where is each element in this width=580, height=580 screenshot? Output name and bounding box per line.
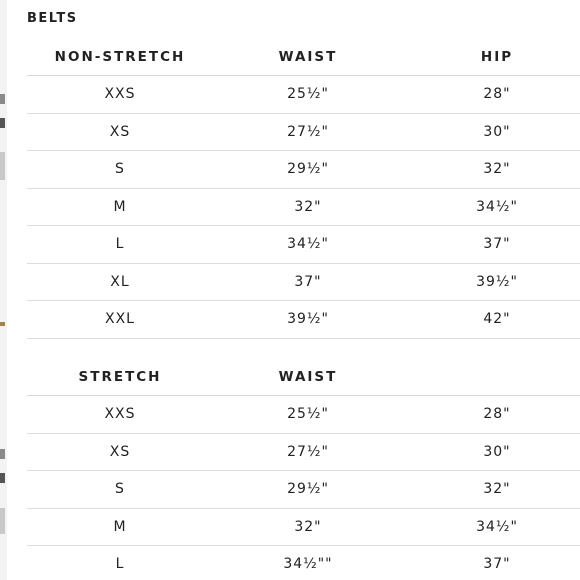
hip-cell: 28" <box>483 86 511 103</box>
column-header-empty <box>403 358 580 395</box>
table-row <box>27 301 580 339</box>
waist-cell: 29½" <box>287 161 329 178</box>
waist-cell: 34½"" <box>283 556 333 573</box>
size-cell: S <box>115 481 125 498</box>
hip-cell: 32" <box>483 481 511 498</box>
waist-cell: 34½" <box>287 236 329 253</box>
waist-cell: 32" <box>294 198 322 215</box>
column-header-waist: WAIST <box>278 48 338 65</box>
waist-cell: 32" <box>294 518 322 535</box>
column-header-size: STRETCH <box>78 368 162 385</box>
table-header-row <box>27 358 580 396</box>
table-row <box>27 546 580 580</box>
waist-cell: 25½" <box>287 406 329 423</box>
column-header-waist: WAIST <box>278 368 338 385</box>
hip-cell: 30" <box>483 443 511 460</box>
hip-cell: 37" <box>483 556 511 573</box>
table-row <box>27 114 580 152</box>
table-row <box>27 396 580 434</box>
hip-cell: 34½" <box>476 518 518 535</box>
waist-cell: 39½" <box>287 311 329 328</box>
table-row <box>27 434 580 472</box>
waist-cell: 29½" <box>287 481 329 498</box>
non-stretch-table <box>27 38 580 339</box>
table-row <box>27 226 580 264</box>
size-cell: M <box>113 518 127 535</box>
hip-cell: 37" <box>483 236 511 253</box>
hip-cell: 39½" <box>476 273 518 290</box>
table-row <box>27 76 580 114</box>
hip-cell: 30" <box>483 123 511 140</box>
stretch-table <box>27 358 580 580</box>
size-cell: XS <box>109 123 131 140</box>
size-cell: XXS <box>104 406 136 423</box>
size-cell: L <box>115 556 125 573</box>
table-header-row <box>27 38 580 76</box>
table-row <box>27 151 580 189</box>
size-cell: XXL <box>105 311 135 328</box>
column-header-hip: HIP <box>480 48 514 65</box>
table-row <box>27 264 580 302</box>
table-row <box>27 509 580 547</box>
size-cell: S <box>115 161 125 178</box>
size-cell: XS <box>109 443 131 460</box>
size-cell: M <box>113 198 127 215</box>
size-cell: XL <box>110 273 130 290</box>
hip-cell: 42" <box>483 311 511 328</box>
waist-cell: 37" <box>294 273 322 290</box>
table-row <box>27 189 580 227</box>
waist-cell: 27½" <box>287 123 329 140</box>
hip-cell: 28" <box>483 406 511 423</box>
section-title: BELTS <box>27 11 78 26</box>
column-header-size: NON-STRETCH <box>54 48 186 65</box>
waist-cell: 27½" <box>287 443 329 460</box>
hip-cell: 34½" <box>476 198 518 215</box>
size-cell: XXS <box>104 86 136 103</box>
table-row <box>27 471 580 509</box>
size-cell: L <box>115 236 125 253</box>
waist-cell: 25½" <box>287 86 329 103</box>
hip-cell: 32" <box>483 161 511 178</box>
